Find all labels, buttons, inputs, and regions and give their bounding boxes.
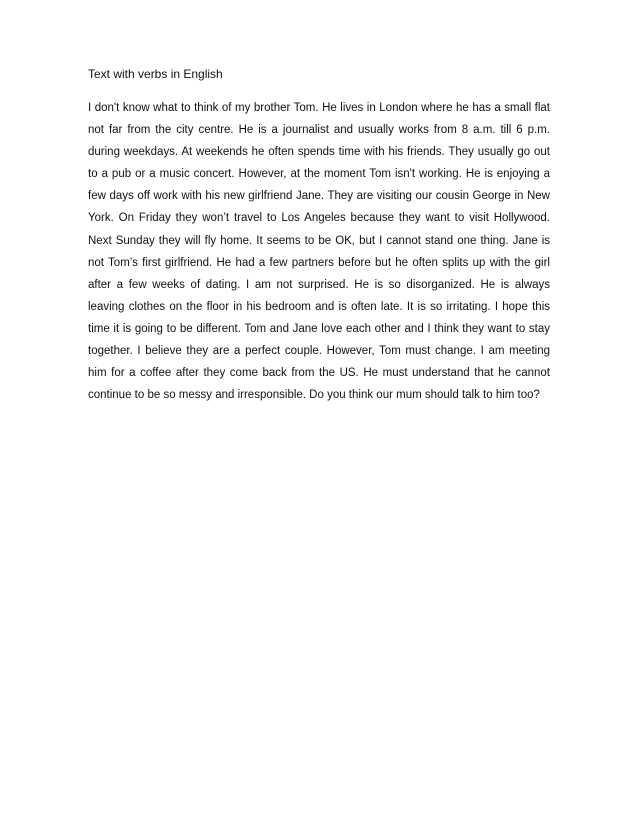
document-title: Text with verbs in English — [88, 67, 223, 81]
document-body-paragraph: I don't know what to think of my brother Tom. He lives in London where he has a small flat not far from the city centre. He is a journalist and usually works from 8 a.m. till 6 p.m. during weekdays. At weekends he often spends time with his friends. They usually go out to a pub or a music concert. However, at the moment Tom isn't working. He is enjoying a few days off work with his new girlfriend Jane. They are visiting our cousin George in New York. On Friday they won’t travel to Los Angeles because they want to visit Hollywood. Next Sunday they will fly home. It seems to be OK, but I cannot stand one thing. Jane is not Tom’s first girlfriend. He had a few partners before but he often splits up with the girl after a few weeks of dating. I am not surprised. He is so disorganized. He is always leaving clothes on the floor in his bedroom and is often late. It is so irritating. I hope this time it is going to be different. Tom and Jane love each other and I think they want to stay together. I believe they are a perfect couple. However, Tom must change. I am meeting him for a coffee after they come back from the US. He must understand that he cannot continue to be so messy and irresponsible. Do you think our mum should talk to him too? — [88, 102, 550, 402]
